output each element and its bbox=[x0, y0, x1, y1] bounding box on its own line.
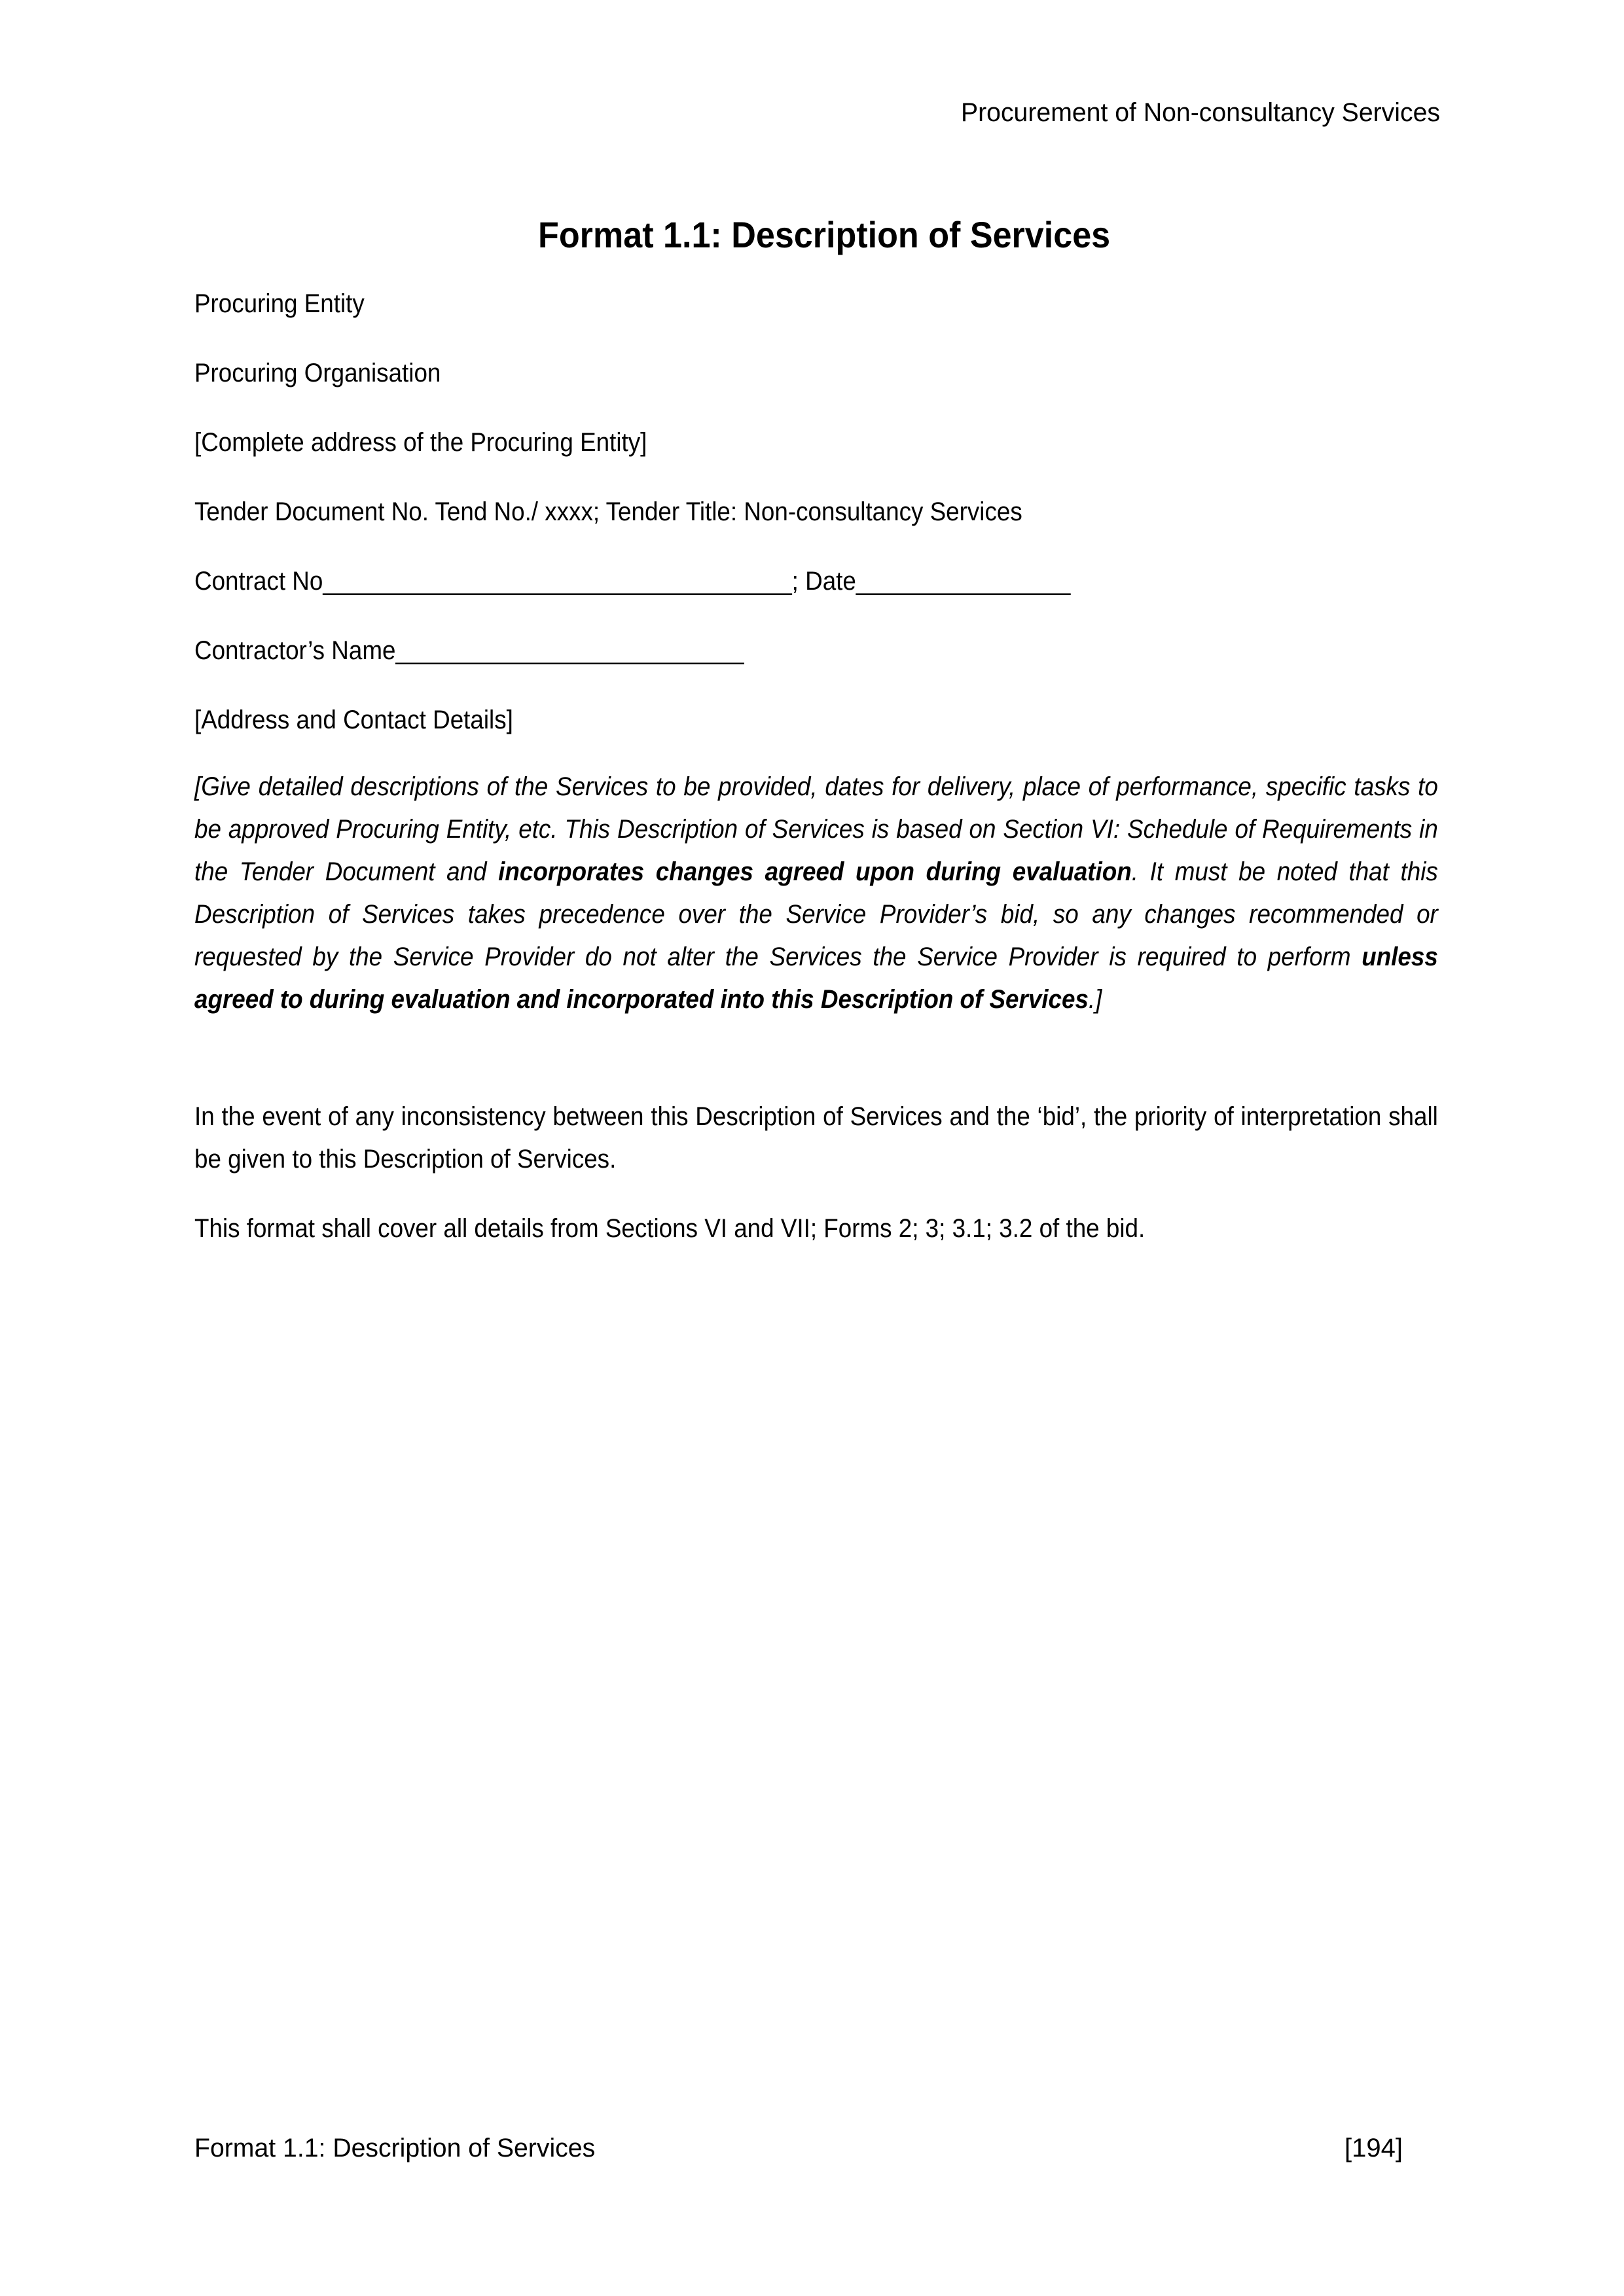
instruction-paragraph bbox=[194, 766, 1438, 1021]
contractor-name-line bbox=[194, 635, 744, 666]
inconsistency-paragraph: In the event of any inconsistency between this Description of Services and the ‘bid’, the priority of interpretation shall be given to this Description of Services. bbox=[194, 1102, 1438, 1174]
contractor-name-label: Contractor’s Name bbox=[194, 636, 396, 665]
date-label: ; Date bbox=[791, 567, 856, 596]
instruction-emphasis: unless agreed to during evaluation and incorporated into this Description of Services bbox=[194, 942, 1438, 1014]
address-placeholder-line: [Complete address of the Procuring Entity] bbox=[194, 428, 647, 457]
page-number: [194] bbox=[1344, 2134, 1403, 2162]
instruction-text: [Give detailed descriptions of the Services to be provided, dates for delivery, place of performance, specific tasks to be approved Procuring Entity, etc. This Description of Services is based on Section VI: Schedule of Requirements in the Tender Document and bbox=[194, 772, 1438, 886]
contract-no-field[interactable]: ___________________________________ bbox=[323, 567, 792, 596]
contractor-name-field[interactable]: __________________________ bbox=[395, 636, 744, 665]
coverage-paragraph: This format shall cover all details from Sections VI and VII; Forms 2; 3; 3.1; 3.2 of the bid. bbox=[194, 1214, 1146, 1243]
tender-line: Tender Document No. Tend No./ xxxx; Tender Title: Non-consultancy Services bbox=[194, 497, 1022, 526]
procuring-organisation-line: Procuring Organisation bbox=[194, 359, 441, 387]
procuring-entity-line: Procuring Entity bbox=[194, 289, 365, 318]
running-header: Procurement of Non-consultancy Services bbox=[960, 98, 1440, 127]
instruction-emphasis: incorporates changes agreed upon during evaluation bbox=[498, 857, 1132, 886]
contact-placeholder-line: [Address and Contact Details] bbox=[194, 706, 513, 734]
instruction-text: . It must be noted that this Description of Services takes precedence over the Service Provider’s bid, so any changes recommended or requested by the Service Provider do not alter the Services the Service Provider is required to perform bbox=[194, 857, 1438, 971]
contract-date-line bbox=[194, 565, 1070, 597]
instruction-text: .] bbox=[1088, 985, 1102, 1014]
footer-section-title: Format 1.1: Description of Services bbox=[194, 2134, 596, 2162]
contract-no-label: Contract No bbox=[194, 567, 323, 596]
page-title: Format 1.1: Description of Services bbox=[538, 214, 1111, 255]
date-field[interactable]: ________________ bbox=[856, 567, 1071, 596]
